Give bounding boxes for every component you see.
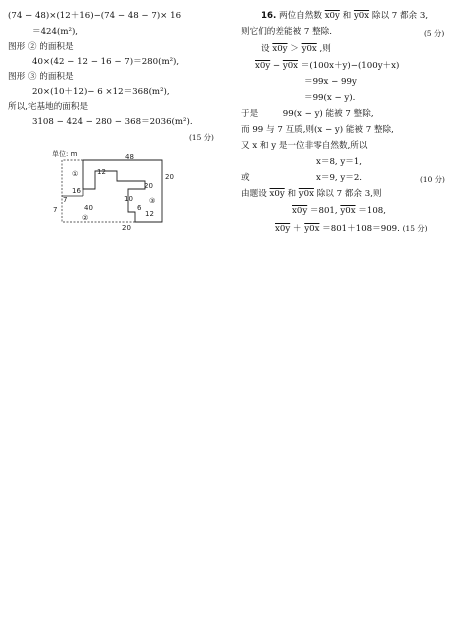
label-region-2: ②: [82, 214, 89, 222]
final-area-line: 3108 − 424 − 280 − 368＝2036(m²).: [32, 117, 193, 127]
proof-assumption: [261, 44, 331, 55]
points-15-right: (15 分): [402, 224, 428, 233]
points-5: (5 分): [424, 29, 445, 38]
label-12-lower: 12: [145, 210, 154, 218]
value-text: ＝108,: [358, 206, 387, 216]
statement-line-2: 则它们的差能被 7 整除.: [241, 27, 333, 37]
proof-factor: ＝99(x − y).: [304, 93, 356, 103]
label-20-right: 20: [165, 173, 174, 181]
overline-x0y: x0y: [292, 206, 308, 216]
overline-x0y: x0y: [255, 61, 271, 71]
label-6: 6: [137, 204, 142, 212]
proof-coprime: 而 99 与 7 互质,则(x − y) 能被 7 整除,: [241, 125, 394, 135]
land-figure: [50, 146, 190, 232]
overline-y0x: y0x: [340, 206, 356, 216]
proof-text: 设: [261, 44, 270, 54]
points-10: (10 分): [420, 175, 445, 184]
number-values: [292, 206, 386, 217]
given-text: 由题设: [241, 189, 267, 199]
stmt-text-b: 和: [342, 11, 352, 21]
label-20-inner: 20: [144, 182, 153, 190]
label-region-1: ①: [72, 170, 79, 178]
proof-text: ,则: [319, 44, 331, 54]
overline-x0y: x0y: [324, 11, 340, 21]
given-condition: [241, 189, 382, 200]
given-text: 和: [287, 189, 297, 199]
proof-divisible: 于是 99(x − y) 能被 7 整除,: [241, 109, 374, 119]
stmt-text-a: 两位自然数: [278, 11, 322, 21]
problem-number: 16.: [261, 11, 277, 21]
overline-y0x: y0x: [301, 44, 317, 54]
solution-2: x＝9, y＝2.: [316, 173, 363, 183]
calc-line-2: ＝424(m²),: [32, 27, 79, 37]
proof-difference: [255, 61, 399, 72]
label-16: 16: [72, 187, 81, 195]
label-region-3: ③: [149, 197, 156, 205]
overline-y0x: y0x: [282, 61, 299, 71]
label-48: 48: [125, 153, 134, 161]
label-12: 12: [97, 168, 106, 176]
overline-x0y: x0y: [269, 189, 285, 199]
overline-y0x: y0x: [298, 189, 314, 199]
overline-x0y: x0y: [272, 44, 288, 54]
unit-label: 单位: m: [52, 150, 78, 158]
heading-figure-3: 图形 ③ 的面积是: [8, 72, 74, 82]
sum-text: ＋: [292, 224, 302, 234]
final-sum: [275, 223, 428, 235]
label-40: 40: [84, 204, 93, 212]
label-7-inner: 7: [63, 196, 68, 204]
overline-y0x: y0x: [353, 11, 370, 21]
given-text: 除以 7 都余 3,则: [316, 189, 382, 199]
proof-text: ＝(100x＋y)−(100y＋x): [300, 61, 400, 71]
proof-digits: 又 x 和 y 是一位非零自然数,所以: [241, 141, 368, 151]
solution-1: x＝8, y＝1,: [316, 157, 363, 167]
calc-line-figure-3: 20×(10＋12)− 6 ×12＝368(m²),: [32, 87, 170, 97]
stmt-text-c: 除以 7 都余 3,: [371, 11, 429, 21]
proof-step-99: ＝99x − 99y: [304, 77, 357, 87]
solution-or: 或: [241, 173, 250, 183]
calc-line-1: (74 − 48)×(12＋16)−(74 − 48 − 7)× 16: [8, 11, 182, 21]
proof-text: ＞: [290, 44, 299, 54]
problem-16-statement: [261, 11, 428, 22]
value-text: ＝801,: [309, 206, 338, 216]
overline-y0x: y0x: [304, 224, 320, 234]
proof-text: −: [272, 61, 281, 71]
label-20-bottom: 20: [122, 224, 131, 232]
conclusion-line: 所以,宅基地的面积是: [8, 102, 89, 112]
calc-line-figure-2: 40×(42 − 12 − 16 − 7)＝280(m²),: [32, 57, 180, 67]
label-7-left: 7: [53, 206, 58, 214]
points-15: (15 分): [189, 133, 214, 142]
sum-text: ＝801＋108＝909.: [322, 224, 400, 234]
heading-figure-2: 图形 ② 的面积是: [8, 42, 74, 52]
overline-x0y: x0y: [275, 224, 291, 234]
label-10: 10: [124, 195, 133, 203]
